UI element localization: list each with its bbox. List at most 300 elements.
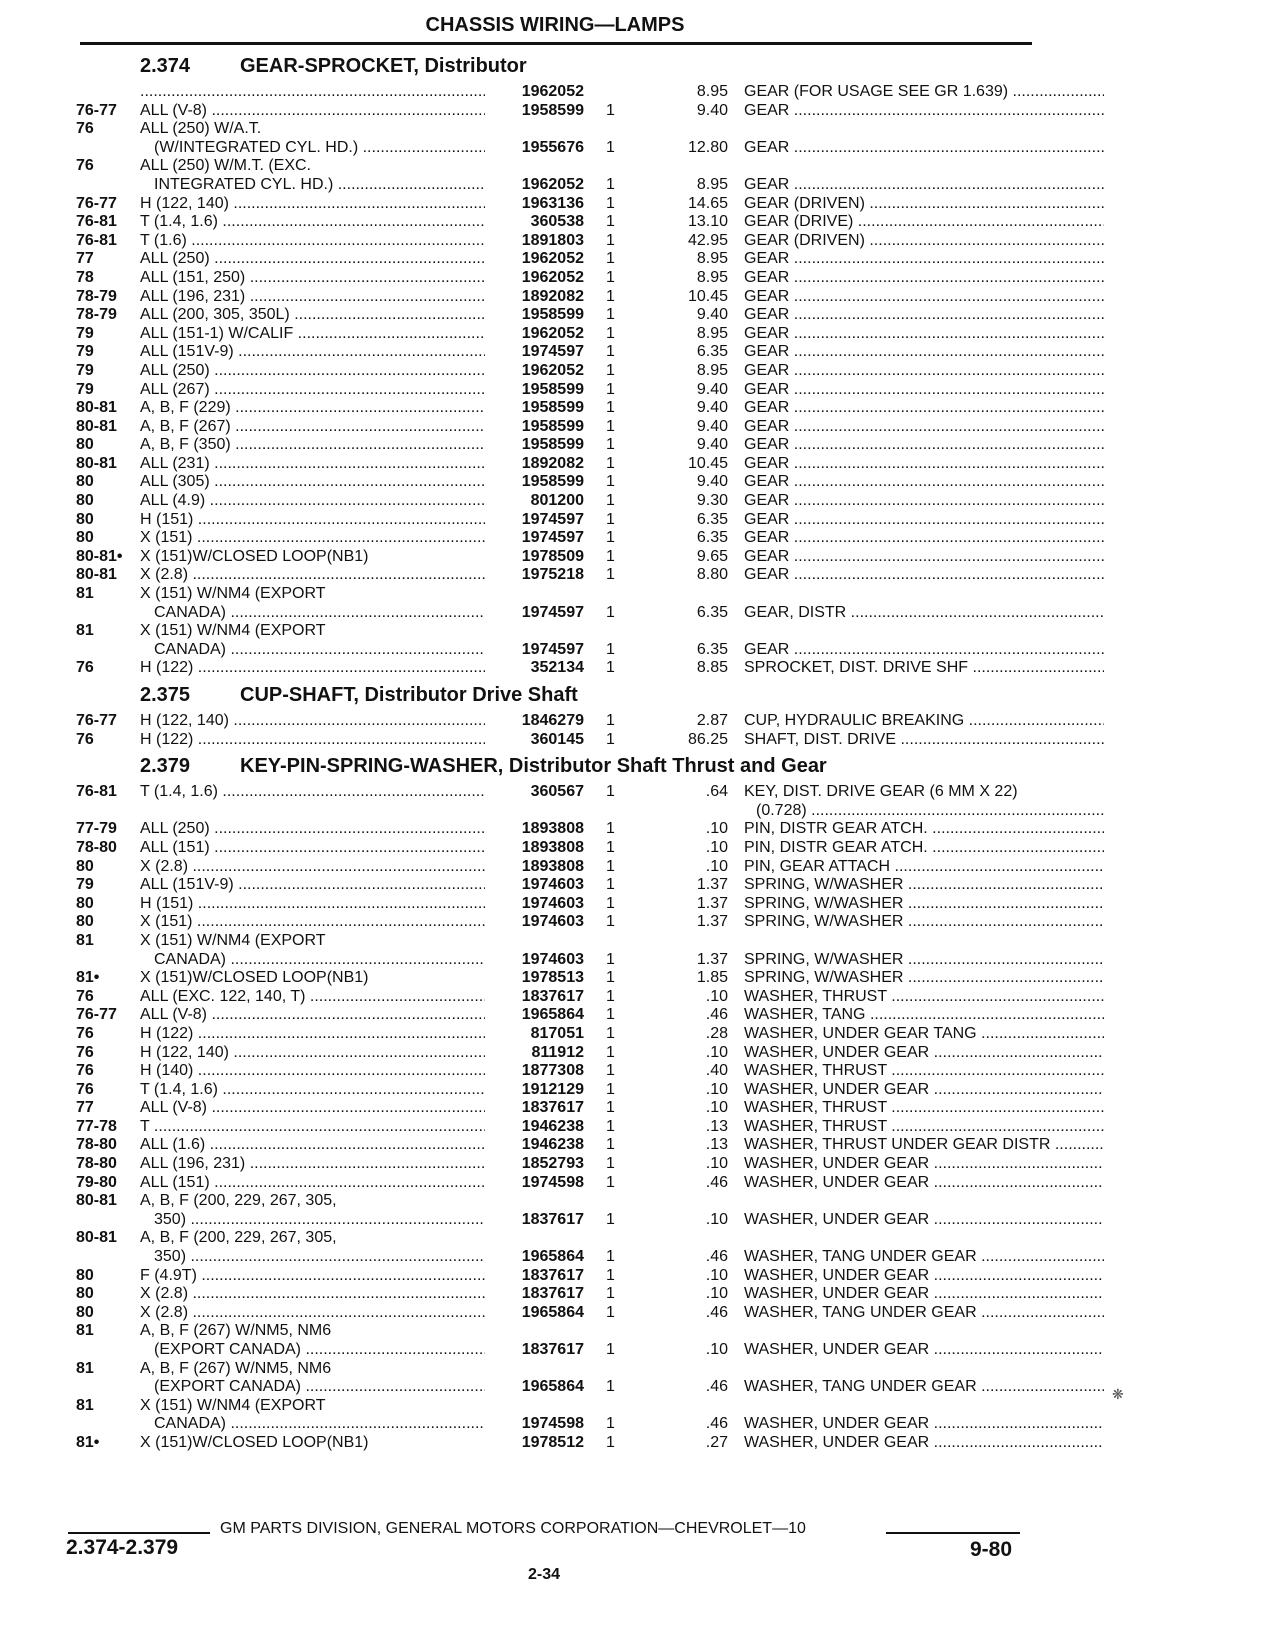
- model-year: 76: [76, 157, 94, 175]
- part-number: 1837617: [521, 1210, 584, 1228]
- application: ALL (250) .....: [140, 250, 485, 269]
- model-year: 80: [76, 894, 94, 912]
- description: GEAR .....: [744, 102, 1104, 121]
- description: GEAR .....: [744, 473, 1104, 492]
- parts-row: [76, 1081, 1036, 1100]
- description: SPRING, W/WASHER .....: [744, 969, 1104, 988]
- price: 9.40: [696, 473, 728, 491]
- model-year: 81•: [76, 969, 100, 987]
- application: X (2.8) .....: [140, 858, 485, 877]
- quantity: 1: [606, 213, 615, 231]
- scan-speck: ❋: [1112, 1386, 1124, 1402]
- price: 13.10: [687, 213, 728, 231]
- description: SPRING, W/WASHER .....: [744, 876, 1104, 895]
- price: 6.35: [696, 343, 728, 361]
- part-number: 1974603: [521, 950, 584, 968]
- parts-row: [76, 548, 1036, 567]
- description: WASHER, THRUST .....: [744, 988, 1104, 1007]
- parts-row: [76, 1211, 1036, 1230]
- parts-row: [76, 1044, 1036, 1063]
- application: H (122, 140) .....: [140, 1044, 485, 1063]
- description: GEAR .....: [744, 362, 1104, 381]
- description: WASHER, UNDER GEAR .....: [744, 1341, 1104, 1360]
- parts-row: [76, 176, 1036, 195]
- part-number: 1978509: [521, 547, 584, 565]
- quantity: 1: [606, 876, 615, 894]
- quantity: 1: [606, 1080, 615, 1098]
- parts-row: [76, 585, 1036, 604]
- description: GEAR .....: [744, 306, 1104, 325]
- price: 9.40: [696, 306, 728, 324]
- model-year: 79: [76, 343, 94, 361]
- price: .10: [705, 1210, 728, 1228]
- model-year: 77-79: [76, 820, 117, 838]
- parts-row: [76, 712, 1036, 731]
- part-number: 801200: [530, 492, 584, 510]
- part-number: 1974597: [521, 603, 584, 621]
- parts-row: [76, 1099, 1036, 1118]
- part-number: 1837617: [521, 1099, 584, 1117]
- part-number: 1958599: [521, 473, 584, 491]
- price: 8.95: [696, 175, 728, 193]
- price: .10: [705, 1099, 728, 1117]
- parts-row: [76, 641, 1036, 660]
- parts-row: [76, 566, 1036, 585]
- part-number: 1958599: [521, 306, 584, 324]
- part-number: 1958599: [521, 101, 584, 119]
- parts-row: [76, 1360, 1036, 1379]
- footer-publisher: GM PARTS DIVISION, GENERAL MOTORS CORPORATION—CHEVROLET—10: [220, 1520, 806, 1537]
- application: X (151) W/NM4 (EXPORT: [140, 1396, 326, 1414]
- application: H (122) .....: [140, 659, 485, 678]
- section-title: KEY-PIN-SPRING-WASHER, Distributor Shaft Thrust and Gear: [240, 755, 827, 778]
- quantity: 1: [606, 306, 615, 324]
- price: 9.40: [696, 399, 728, 417]
- description: WASHER, TANG UNDER GEAR .....: [744, 1248, 1104, 1267]
- parts-row: [76, 195, 1036, 214]
- part-number: 811912: [531, 1043, 584, 1061]
- part-number: 1958599: [521, 380, 584, 398]
- application: ALL (1.6) .....: [140, 1136, 485, 1155]
- part-number: 1974598: [521, 1415, 584, 1433]
- parts-row: [76, 969, 1036, 988]
- application: ALL (V-8) .....: [140, 1099, 485, 1118]
- part-number: 1946238: [521, 1136, 584, 1154]
- description: PIN, DISTR GEAR ATCH. .....: [744, 839, 1104, 858]
- price: .46: [705, 1173, 728, 1191]
- part-number: 1962052: [521, 83, 584, 100]
- parts-row: [76, 1006, 1036, 1025]
- description: SPRING, W/WASHER .....: [744, 951, 1104, 970]
- parts-row: [76, 659, 1036, 678]
- model-year: 78-80: [76, 1136, 117, 1154]
- parts-row: [76, 381, 1036, 400]
- model-year: 76: [76, 1062, 94, 1080]
- application: (EXPORT CANADA) .....: [140, 1378, 485, 1397]
- part-number: 1837617: [521, 1285, 584, 1303]
- part-number: 1893808: [521, 820, 584, 838]
- application: A, B, F (267) W/NM5, NM6: [140, 1322, 332, 1340]
- part-number: 1891803: [521, 231, 584, 249]
- price: 9.30: [696, 492, 728, 510]
- application: ALL (151V-9) .....: [140, 876, 485, 895]
- model-year: 81: [76, 931, 94, 949]
- quantity: 1: [606, 343, 615, 361]
- application: ALL (196, 231) .....: [140, 288, 485, 307]
- parts-row: [76, 343, 1036, 362]
- price: .46: [705, 1378, 728, 1396]
- parts-row: [76, 1155, 1036, 1174]
- model-year: 80: [76, 1266, 94, 1284]
- quantity: 1: [606, 1415, 615, 1433]
- quantity: 1: [606, 640, 615, 658]
- model-year: 79: [76, 324, 94, 342]
- model-year: 80: [76, 510, 94, 528]
- quantity: 1: [606, 857, 615, 875]
- price: .10: [705, 1043, 728, 1061]
- model-year: 76: [76, 730, 94, 748]
- parts-row: [76, 529, 1036, 548]
- price: .10: [705, 1080, 728, 1098]
- quantity: 1: [606, 324, 615, 342]
- quantity: 1: [606, 417, 615, 435]
- price: 1.85: [696, 969, 728, 987]
- section-number: 2.374: [140, 55, 191, 77]
- model-year: 79: [76, 380, 94, 398]
- application: X (151)W/CLOSED LOOP(NB1): [140, 969, 369, 987]
- part-number: 360538: [530, 213, 584, 231]
- parts-row: [76, 1397, 1036, 1416]
- application: X (2.8) .....: [140, 1285, 485, 1304]
- part-number: 1958599: [521, 436, 584, 454]
- application: ALL (250) W/A.T.: [140, 120, 262, 138]
- page-title: CHASSIS WIRING—LAMPS: [425, 14, 685, 36]
- application: H (122) .....: [140, 731, 485, 750]
- description: GEAR .....: [744, 455, 1104, 474]
- model-year: 81: [76, 622, 94, 640]
- section-heading: [76, 749, 1036, 783]
- description: GEAR .....: [744, 529, 1104, 548]
- description: SPROCKET, DIST. DRIVE SHF .....: [744, 659, 1104, 678]
- part-number: 1962052: [521, 361, 584, 379]
- quantity: 1: [606, 1155, 615, 1173]
- model-year: 77-78: [76, 1117, 117, 1135]
- footer-group-range: 2.374-2.379: [66, 1536, 179, 1559]
- quantity: 1: [606, 1043, 615, 1061]
- description: GEAR (FOR USAGE SEE GR 1.639) .....: [744, 83, 1104, 102]
- application: ALL (151) .....: [140, 1174, 485, 1193]
- quantity: 1: [606, 268, 615, 286]
- quantity: 1: [606, 138, 615, 156]
- description: SPRING, W/WASHER .....: [744, 913, 1104, 932]
- price: 6.35: [696, 510, 728, 528]
- description: GEAR .....: [744, 269, 1104, 288]
- parts-row: [76, 913, 1036, 932]
- price: 9.40: [696, 436, 728, 454]
- parts-row: [76, 731, 1036, 750]
- application: CANADA) .....: [140, 1415, 485, 1434]
- application: X (151) .....: [140, 529, 485, 548]
- quantity: 1: [606, 454, 615, 472]
- part-number: 1974597: [521, 510, 584, 528]
- parts-row: [76, 1267, 1036, 1286]
- price: .10: [705, 838, 728, 856]
- model-year: 80: [76, 1285, 94, 1303]
- application: T (1.4, 1.6) .....: [140, 213, 485, 232]
- part-number: 1965864: [521, 1248, 584, 1266]
- model-year: 80-81: [76, 417, 117, 435]
- application: A, B, F (229) .....: [140, 399, 485, 418]
- part-number: 1974598: [521, 1173, 584, 1191]
- quantity: 1: [606, 1266, 615, 1284]
- part-number: 1877308: [521, 1062, 584, 1080]
- parts-row: [76, 399, 1036, 418]
- parts-row: [76, 306, 1036, 325]
- parts-row: [76, 951, 1036, 970]
- model-year: 78-80: [76, 838, 117, 856]
- application: X (151)W/CLOSED LOOP(NB1): [140, 547, 369, 565]
- application: CANADA) .....: [140, 604, 485, 623]
- application: ALL (V-8) .....: [140, 102, 485, 121]
- price: 1.37: [696, 913, 728, 931]
- parts-row: [76, 83, 1036, 102]
- parts-row: [76, 1304, 1036, 1323]
- parts-row: [76, 362, 1036, 381]
- application: (EXPORT CANADA) .....: [140, 1341, 485, 1360]
- application: H (151) .....: [140, 511, 485, 530]
- model-year: 81: [76, 1396, 94, 1414]
- quantity: 1: [606, 1117, 615, 1135]
- model-year: 76-77: [76, 712, 117, 729]
- description: WASHER, TANG UNDER GEAR .....: [744, 1304, 1104, 1323]
- application: H (140) .....: [140, 1062, 485, 1081]
- description: WASHER, UNDER GEAR .....: [744, 1174, 1104, 1193]
- parts-row: [76, 250, 1036, 269]
- quantity: 1: [606, 1062, 615, 1080]
- part-number: 1962052: [521, 250, 584, 268]
- quantity: 1: [606, 380, 615, 398]
- model-year: 80: [76, 529, 94, 547]
- parts-row: [76, 1025, 1036, 1044]
- description: WASHER, UNDER GEAR .....: [744, 1155, 1104, 1174]
- price: 8.85: [696, 659, 728, 677]
- model-year: 76-77: [76, 101, 117, 119]
- model-year: 80: [76, 857, 94, 875]
- parts-row: [76, 288, 1036, 307]
- part-number: 1965864: [521, 1378, 584, 1396]
- model-year: 80-81: [76, 399, 117, 417]
- quantity: 1: [606, 913, 615, 931]
- application: ALL (196, 231) .....: [140, 1155, 485, 1174]
- application: ALL (200, 305, 350L) .....: [140, 306, 485, 325]
- description: WASHER, UNDER GEAR .....: [744, 1267, 1104, 1286]
- application: (W/INTEGRATED CYL. HD.) .....: [140, 139, 485, 158]
- part-number: 360145: [530, 730, 584, 748]
- price: .10: [705, 1285, 728, 1303]
- application: 350) .....: [140, 1248, 485, 1267]
- model-year: 80-81: [76, 454, 117, 472]
- part-number: 1837617: [521, 987, 584, 1005]
- footer-rule-left: [68, 1532, 210, 1534]
- application: ALL (250) .....: [140, 362, 485, 381]
- application: X (2.8) .....: [140, 566, 485, 585]
- parts-row: [76, 418, 1036, 437]
- model-year: 78-80: [76, 1155, 117, 1173]
- parts-row: [76, 932, 1036, 951]
- quantity: 1: [606, 969, 615, 987]
- application: X (151) W/NM4 (EXPORT: [140, 622, 326, 640]
- description: WASHER, THRUST UNDER GEAR DISTR .....: [744, 1136, 1104, 1155]
- application: ALL (V-8) .....: [140, 1006, 485, 1025]
- price: .10: [705, 1266, 728, 1284]
- application: ALL (305) .....: [140, 473, 485, 492]
- application: H (122) .....: [140, 1025, 485, 1044]
- description: WASHER, UNDER GEAR .....: [744, 1044, 1104, 1063]
- section-number: 2.375: [140, 684, 191, 706]
- parts-row: [76, 213, 1036, 232]
- parts-row: [76, 232, 1036, 251]
- model-year: 80: [76, 436, 94, 454]
- model-year: 81•: [76, 1433, 100, 1451]
- parts-row: [76, 895, 1036, 914]
- description: GEAR .....: [744, 176, 1104, 195]
- description: GEAR .....: [744, 436, 1104, 455]
- quantity: 1: [606, 783, 615, 801]
- part-number: 1974597: [521, 640, 584, 658]
- price: 8.95: [696, 268, 728, 286]
- description: WASHER, TANG .....: [744, 1006, 1104, 1025]
- model-year: 80-81: [76, 1192, 117, 1210]
- model-year: 80: [76, 492, 94, 510]
- model-year: 80-81: [76, 1229, 117, 1247]
- price: 8.95: [696, 361, 728, 379]
- parts-row: [76, 102, 1036, 121]
- description: GEAR .....: [744, 641, 1104, 660]
- parts-row: [76, 436, 1036, 455]
- description: CUP, HYDRAULIC BREAKING .....: [744, 712, 1104, 731]
- price: .10: [705, 820, 728, 838]
- model-year: 76-81: [76, 783, 117, 801]
- quantity: 1: [606, 361, 615, 379]
- model-year: 76-81: [76, 213, 117, 231]
- quantity: 1: [606, 1173, 615, 1191]
- description: GEAR .....: [744, 566, 1104, 585]
- parts-row: [76, 269, 1036, 288]
- price: .13: [705, 1117, 728, 1135]
- application: H (122, 140) .....: [140, 195, 485, 214]
- price: .10: [705, 1155, 728, 1173]
- model-year: 80: [76, 913, 94, 931]
- description: GEAR .....: [744, 399, 1104, 418]
- price: 8.95: [696, 324, 728, 342]
- description: WASHER, THRUST .....: [744, 1099, 1104, 1118]
- quantity: 1: [606, 820, 615, 838]
- price: .40: [705, 1062, 728, 1080]
- section-title: CUP-SHAFT, Distributor Drive Shaft: [240, 684, 578, 706]
- price: 9.40: [696, 101, 728, 119]
- application: X (151) W/NM4 (EXPORT: [140, 931, 326, 949]
- quantity: 1: [606, 250, 615, 268]
- footer-date: 9-80: [970, 1538, 1013, 1561]
- description: GEAR .....: [744, 139, 1104, 158]
- part-number: 1978513: [521, 969, 584, 987]
- application: H (151) .....: [140, 895, 485, 914]
- section-heading: [76, 49, 1036, 83]
- part-number: 1852793: [521, 1155, 584, 1173]
- quantity: 1: [606, 838, 615, 856]
- description: (0.728) .....: [744, 802, 1104, 821]
- quantity: 1: [606, 1024, 615, 1042]
- description: GEAR .....: [744, 548, 1104, 567]
- model-year: 76: [76, 1080, 94, 1098]
- application: T (1.6) .....: [140, 232, 485, 251]
- quantity: 1: [606, 1006, 615, 1024]
- quantity: 1: [606, 1303, 615, 1321]
- price: 10.45: [687, 287, 728, 305]
- part-number: 1962052: [521, 175, 584, 193]
- description: WASHER, UNDER GEAR .....: [744, 1285, 1104, 1304]
- description: GEAR (DRIVEN) .....: [744, 232, 1104, 251]
- part-number: 1846279: [521, 712, 584, 729]
- header-rule: [80, 42, 1032, 45]
- parts-row: [76, 1434, 1036, 1453]
- quantity: 1: [606, 1099, 615, 1117]
- parts-row: [76, 139, 1036, 158]
- price: 8.95: [696, 83, 728, 100]
- part-number: 1974597: [521, 343, 584, 361]
- application: ALL (4.9) .....: [140, 492, 485, 511]
- application: X (151)W/CLOSED LOOP(NB1): [140, 1433, 369, 1451]
- part-number: 1962052: [521, 324, 584, 342]
- part-number: 1958599: [521, 417, 584, 435]
- quantity: 1: [606, 547, 615, 565]
- quantity: 1: [606, 529, 615, 547]
- application: ALL (231) .....: [140, 455, 485, 474]
- parts-row: [76, 1118, 1036, 1137]
- model-year: 80: [76, 1303, 94, 1321]
- application: ALL (151V-9) .....: [140, 343, 485, 362]
- price: .27: [705, 1433, 728, 1451]
- description: GEAR, DISTR .....: [744, 604, 1104, 623]
- model-year: 80-81•: [76, 547, 123, 565]
- description: GEAR .....: [744, 250, 1104, 269]
- part-number: 1962052: [521, 268, 584, 286]
- price: 86.25: [687, 730, 728, 748]
- model-year: 76: [76, 987, 94, 1005]
- model-year: 77: [76, 250, 94, 268]
- section-number: 2.379: [140, 755, 191, 778]
- part-number: 1974603: [521, 913, 584, 931]
- parts-row: [76, 455, 1036, 474]
- application: ALL (250) W/M.T. (EXC.: [140, 157, 311, 175]
- parts-row: [76, 622, 1036, 641]
- model-year: 81: [76, 1359, 94, 1377]
- description: WASHER, UNDER GEAR .....: [744, 1415, 1104, 1434]
- application: ALL (EXC. 122, 140, T) .....: [140, 988, 485, 1007]
- description: GEAR (DRIVE) .....: [744, 213, 1104, 232]
- application: X (2.8) .....: [140, 1304, 485, 1323]
- part-number: 1974603: [521, 876, 584, 894]
- section-title: GEAR-SPROCKET, Distributor: [240, 55, 527, 77]
- part-number: 1837617: [521, 1266, 584, 1284]
- parts-row: [76, 157, 1036, 176]
- part-number: 1965864: [521, 1303, 584, 1321]
- description: WASHER, UNDER GEAR .....: [744, 1434, 1104, 1453]
- quantity: 1: [606, 1433, 615, 1451]
- quantity: 1: [606, 659, 615, 677]
- quantity: 1: [606, 492, 615, 510]
- price: 6.35: [696, 640, 728, 658]
